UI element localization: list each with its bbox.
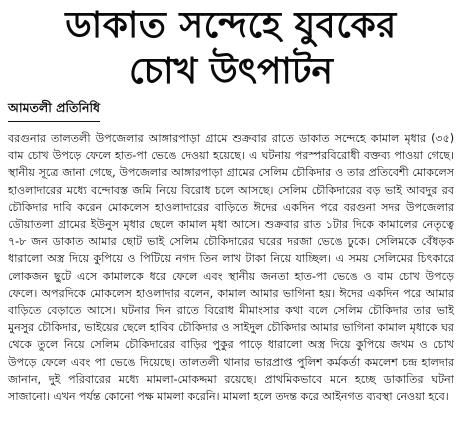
headline-line-1: ডাকাত সন্দেহে যুবকের (65, 5, 397, 46)
article-body: বরগুনার তালতলী উপজেলার আঙ্গারপাড়া গ্রামে শুক্রবার রাতে ডাকাত সন্দেহে কামাল মৃধার (৩৫) বাম চোখ উপড়ে ফেলে হাত-পা ভেঙে দেওয়া হয়েছে। এ ঘটনায় পরস্পরবিরোধী বক্তব্য পাওয়া গেছে। স্থানীয় সূত্রে জানা গেছে, উপজেলার আঙ্গারপাড়া গ্রামের সেলিম চৌকিদার ও তার প্রতিবেশী মোকলেস হাওলাদারের মধ্যে বন্দোবস্ত জমি নিয়ে বিরোধ চলে আসছে। সেলিম চৌকিদারের বড় ভাই আবদুর রব চৌকিদার দাবি করেন মোকলেস হাওলাদারের বাড়িতে ঈদের একদিন পরে বরগুনা সদর উপজেলার ডৌয়াতলা গ্রামের ইউনুস মৃধার ছেলে কামাল মৃধা আসে। শুক্রবার রাত ১টার দিকে কামালের নেতৃত্বে ৭-৮ জন ডাকাত আমার ছোট ভাই সেলিম চৌকিদারের ঘরের দরজা ভেঙে ঢুকে। সেলিমকে বেঁধড়ক ধারালো অস্ত্র দিয়ে কুপিয়ে ও পিটিয়ে নগদ তিন লাখ টাকা নিয়ে যাচ্ছিল। এ সময় সেলিমের চিৎকারে লোকজন ছুটে এসে কামালকে ধরে ফেলে এবং স্থানীয় জনতা হাত-পা ভেঙে ও বাম চোখ উপড়ে ফেলে। অপরদিকে মোকলেস হাওলাদার বলেন, কামাল আমার ভাগিনা হয়। ঈদের একদিন পরে আমার বাড়িতে বেড়াতে আসে। ঘটনার দিন রাতে বিরোধ মীমাংসার কথা বলে সেলিম চৌকিদার তার ভাই মুনসুর চৌকিদার, ভাইয়ের ছেলে হাবিব চৌকিদার ও সাইদুল চৌকিদার আমার ভাগিনা কামাল মৃধাকে ঘর থেকে তুলে নিয়ে সেলিম চৌকিদারের বাড়ির পুকুর পাড়ে ধারালো অস্ত্র দিয়ে কুপিয়ে জখম ও চোখ উপড়ে ফেলে এবং পা ভেঙে দিয়েছে। তালতলী থানার ভারপ্রাপ্ত পুলিশ কর্মকর্তা কমলেশ চন্দ্র হালদার জানান, দুই পরিবারের মধ্যে মামলা-মোকদ্দমা রয়েছে। প্রাথমিকভাবে মনে হচ্ছে ডাকাতির ঘটনা সাজানো। এখন পর্যন্ত কোনো পক্ষ মামলা করেনি। মামলা হলে তদন্ত করে আইনগত ব্যবস্থা নেওয়া হবে। (8, 132, 454, 404)
headline-line-2: চোখ উৎপাটন (129, 51, 333, 92)
byline: আমতলী প্রতিনিধি (8, 100, 100, 122)
headline (4, 5, 458, 92)
top-edge (0, 0, 462, 4)
